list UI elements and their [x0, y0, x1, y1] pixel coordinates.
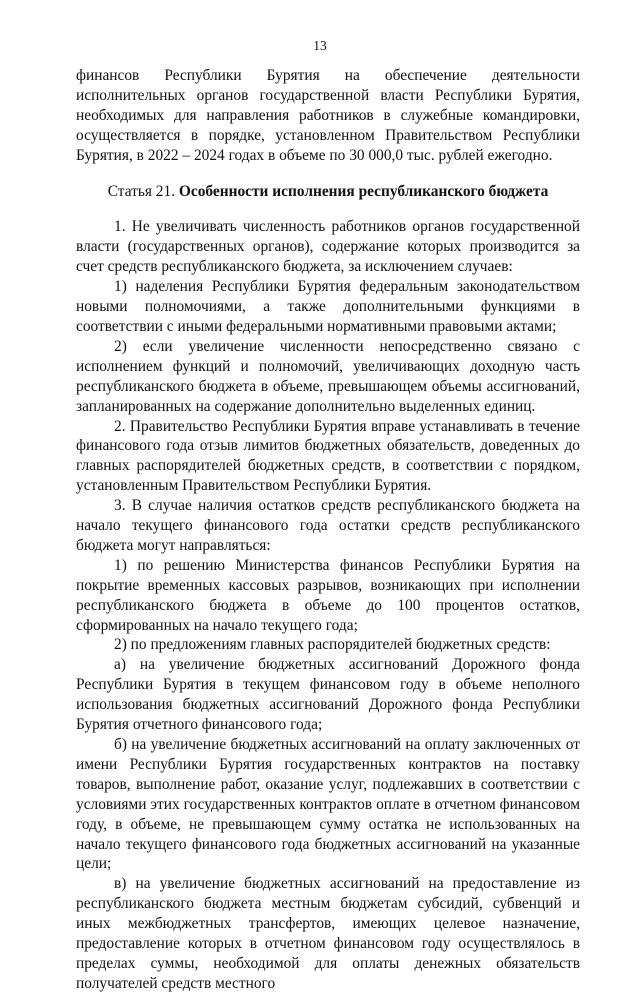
paragraph-1: 1. Не увеличивать численность работников органов государственной власти (государственных органов), содержание которых производится за счет средств республиканского бюджета, за исключением случаев: — [76, 218, 580, 276]
paragraph-3: 3. В случае наличия остатков средств республиканского бюджета на начало текущего финансового года остатки средств республиканского бюджета могут направляться: — [76, 497, 580, 554]
intro-paragraph: финансов Республики Бурятия на обеспечение деятельности исполнительных органов государственной власти Республики Бурятия, необходимых для направления работников в служебные командировки, осуществляется в порядке, установленном Правительством Республики Бурятия, в 2022 – 2024 годах в объеме по 30 000,0 тыс. рублей ежегодно. — [76, 67, 580, 164]
paragraph-2: 2. Правительство Республики Бурятия вправе устанавливать в течение финансового года отзыв лимитов бюджетных обязательств, доведенных до главных распорядителей бюджетных средств, в соответствии с порядком, установленным Правительством Республики Бурятия. — [76, 417, 580, 495]
article-number: Статья 21. — [107, 182, 176, 200]
paragraph-1-item-1: 1) наделения Республики Бурятия федеральным законодательством новыми полномочиями, а также дополнительными функциями в соответствии с иными федеральными нормативными правовыми актами; — [76, 278, 580, 335]
page-number: 13 — [313, 38, 327, 53]
document-body — [76, 66, 580, 994]
paragraph-3-item-2b: б) на увеличение бюджетных ассигнований на оплату заключенных от имени Республики Бурятия государственных контрактов на поставку товаров, выполнение работ, оказание услуг, подлежавших в соответствии с условиями этих государственных контрактов оплате в отчетном финансовом году, в объеме, не превышающем сумму остатка не использованных на начало текущего финансового года бюджетных ассигнований на указанные цели; — [76, 736, 580, 873]
article-heading — [76, 175, 580, 210]
paragraph-3-item-2: 2) по предложениям главных распорядителей бюджетных средств: — [114, 636, 551, 654]
paragraph-3-item-2c: в) на увеличение бюджетных ассигнований на предоставление из республиканского бюджета местным бюджетам субсидий, субвенций и иных межбюджетных трансфертов, имеющих целевое назначение, предоставление которых в отчетном финансовом году осуществлялось в пределах суммы, необходимой для оплаты денежных обязательств получателей средств местного — [76, 875, 580, 992]
paragraph-1-item-2: 2) если увеличение численности непосредственно связано с исполнением функций и полномочий, увеличивающих доходную часть республиканского бюджета в объеме, превышающем объемы ассигнований, запланированных на содержание дополнительно выделенных единиц. — [76, 337, 580, 415]
paragraph-3-item-2a: а) на увеличение бюджетных ассигнований Дорожного фонда Республики Бурятия в текущем финансовом году в объеме неполного использования бюджетных ассигнований Дорожного фонда Республики Бурятия отчетного финансового года; — [76, 656, 580, 734]
article-title: Особенности исполнения республиканского бюджета — [178, 182, 549, 200]
paragraph-3-item-1: 1) по решению Министерства финансов Республики Бурятия на покрытие временных кассовых разрывов, возникающих при исполнении республиканского бюджета в объеме до 100 процентов остатков, сформированных на начало текущего года; — [76, 556, 580, 634]
